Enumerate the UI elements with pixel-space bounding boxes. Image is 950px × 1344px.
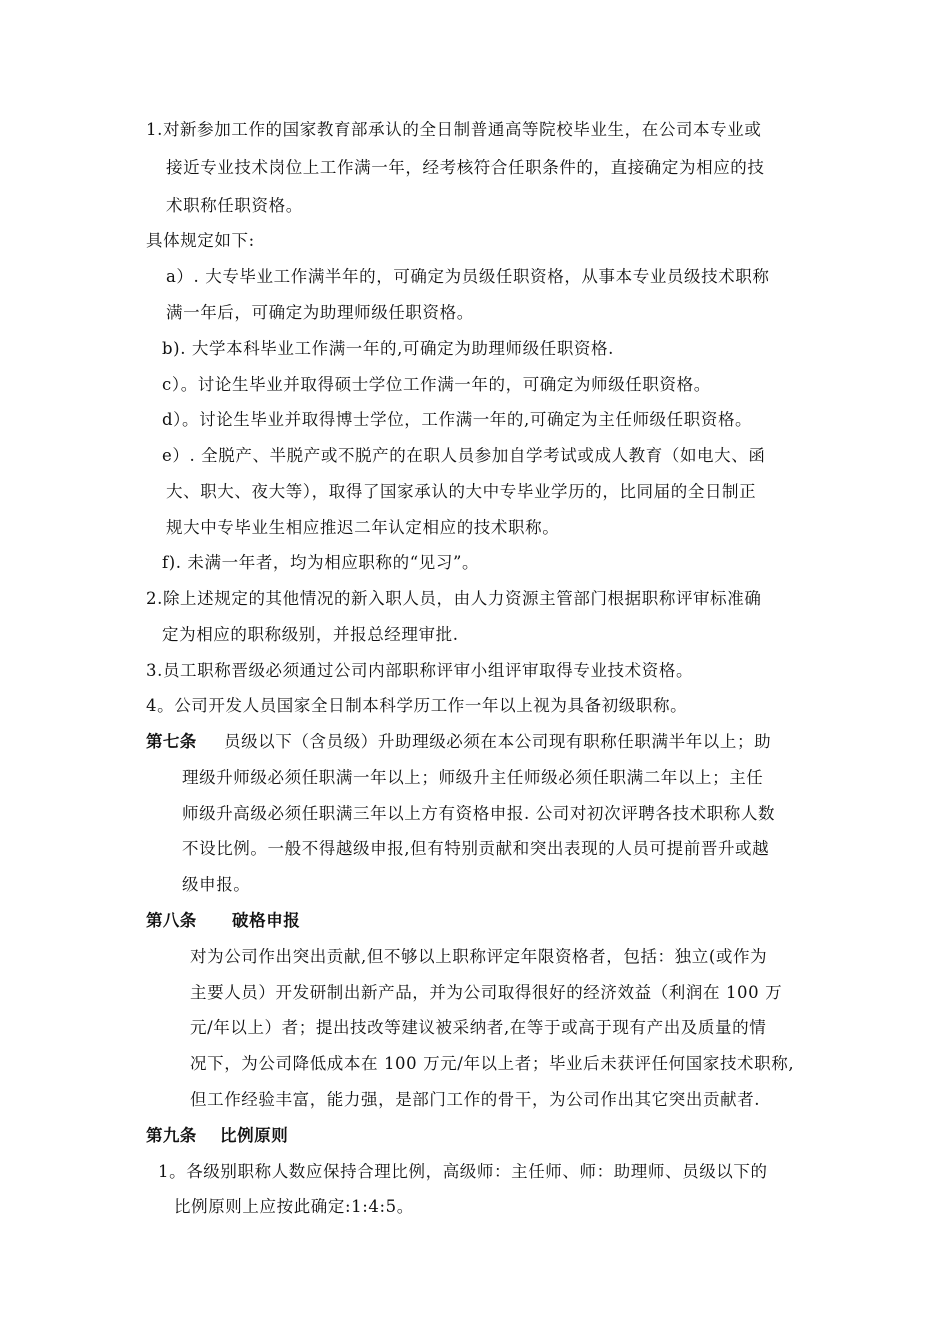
article-9-title: 比例原则: [220, 1126, 289, 1145]
paragraph-line: 师级升高级必须任职满三年以上方有资格申报. 公司对初次评聘各技术职称人数: [182, 804, 776, 823]
article-8-label: 第八条: [146, 911, 197, 930]
paragraph-line: e）. 全脱产、半脱产或不脱产的在职人员参加自学考试或成人教育（如电大、函: [162, 446, 766, 465]
paragraph-line: 大、职大、夜大等），取得了国家承认的大中专毕业学历的，比同届的全日制正: [166, 482, 757, 501]
article-7-label: 第七条: [146, 732, 197, 751]
paragraph-line: 况下，为公司降低成本在 100 万元/年以上者；毕业后未获评任何国家技术职称,: [190, 1054, 795, 1073]
paragraph-line: 定为相应的职称级别，并报总经理审批.: [162, 625, 459, 644]
paragraph-line: 接近专业技术岗位上工作满一年，经考核符合任职条件的，直接确定为相应的技: [166, 158, 765, 177]
paragraph-line: 3.员工职称晋级必须通过公司内部职称评审小组评审取得专业技术资格。: [146, 661, 694, 680]
paragraph-line: a）. 大专毕业工作满半年的，可确定为员级任职资格，从事本专业员级技术职称: [166, 267, 770, 286]
paragraph-line: 1.对新参加工作的国家教育部承认的全日制普通高等院校毕业生，在公司本专业或: [146, 120, 762, 139]
paragraph-line: d）。讨论生毕业并取得博士学位，工作满一年的,可确定为主任师级任职资格。: [162, 410, 753, 429]
paragraph-line: 2.除上述规定的其他情况的新入职人员，由人力资源主管部门根据职称评审标准确: [146, 589, 762, 608]
paragraph-line: 对为公司作出突出贡献,但不够以上职称评定年限资格者，包括：独立(或作为: [190, 947, 768, 966]
paragraph-line: 但工作经验丰富，能力强，是部门工作的骨干，为公司作出其它突出贡献者.: [190, 1090, 761, 1109]
paragraph-line: 比例原则上应按此确定:1:4:5。: [174, 1197, 414, 1216]
article-7-first-line: 员级以下（含员级）升助理级必须在本公司现有职称任职满半年以上；助: [224, 732, 772, 751]
paragraph-line: 满一年后，可确定为助理师级任职资格。: [166, 303, 474, 322]
paragraph-line: 元/年以上）者；提出技改等建议被采纳者,在等于或高于现有产出及质量的情: [190, 1018, 767, 1037]
paragraph-line: 规大中专毕业生相应推迟二年认定相应的技术职称。: [166, 518, 560, 537]
paragraph-line: 不设比例。一般不得越级申报,但有特别贡献和突出表现的人员可提前晋升或越: [182, 839, 770, 858]
article-9-label: 第九条: [146, 1126, 197, 1145]
paragraph-line: b). 大学本科毕业工作满一年的,可确定为助理师级任职资格.: [162, 339, 614, 358]
paragraph-line: f). 未满一年者，均为相应职称的“见习”。: [162, 553, 480, 572]
paragraph-line: 术职称任职资格。: [166, 196, 303, 215]
paragraph-line: 级申报。: [182, 875, 251, 894]
paragraph-line: 主要人员）开发研制出新产品，并为公司取得很好的经济效益（利润在 100 万: [190, 983, 783, 1002]
paragraph-line: 理级升师级必须任职满一年以上；师级升主任师级必须任职满二年以上；主任: [182, 768, 764, 787]
paragraph-line: 具体规定如下:: [146, 231, 255, 250]
article-8-title: 破格申报: [232, 911, 301, 930]
paragraph-line: 1。各级别职称人数应保持合理比例，高级师：主任师、师：助理师、员级以下的: [158, 1162, 768, 1181]
paragraph-line: c）。讨论生毕业并取得硕士学位工作满一年的，可确定为师级任职资格。: [162, 375, 711, 394]
paragraph-line: 4。公司开发人员国家全日制本科学历工作一年以上视为具备初级职称。: [146, 696, 688, 715]
